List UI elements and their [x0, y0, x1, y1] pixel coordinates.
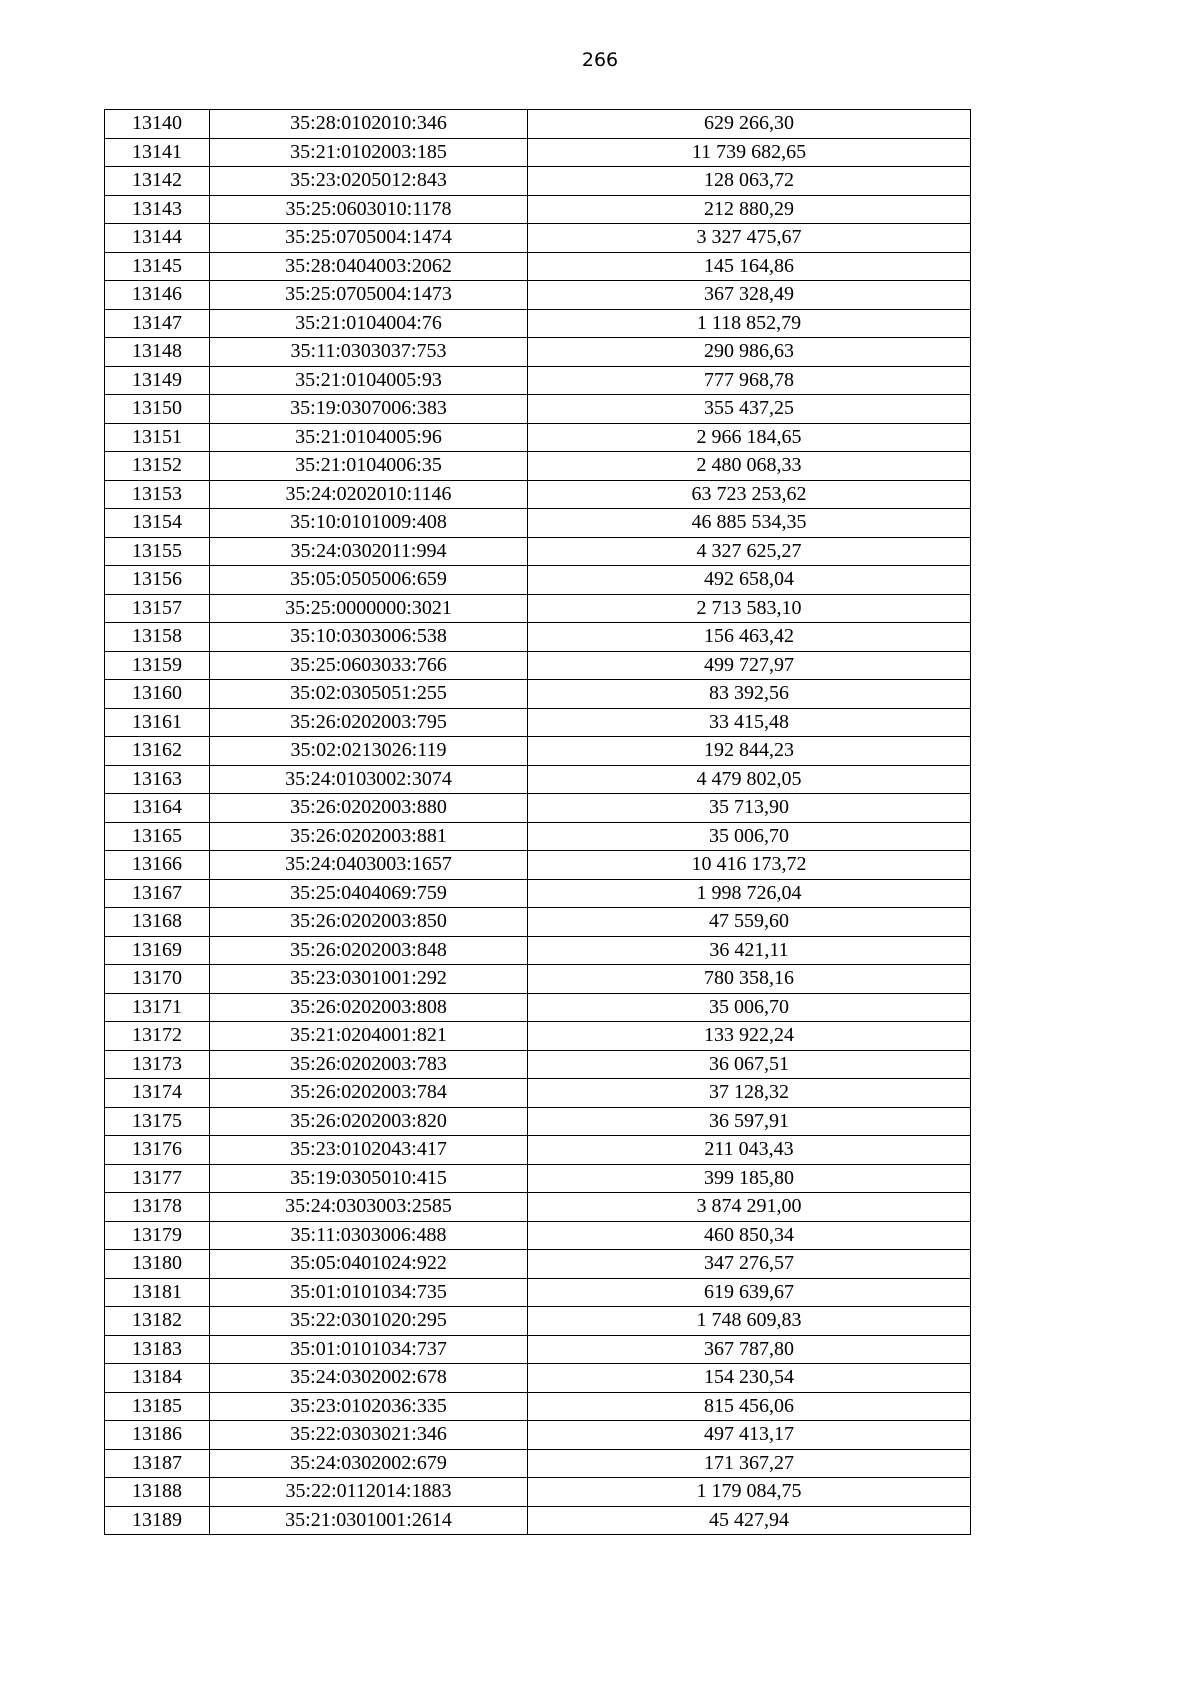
table-row	[105, 851, 971, 880]
value-cell: 45 427,94	[528, 1506, 971, 1535]
row-number-cell: 13169	[105, 936, 210, 965]
registry-table-body	[105, 110, 971, 1535]
row-number-cell: 13141	[105, 138, 210, 167]
table-row	[105, 138, 971, 167]
value-cell: 399 185,80	[528, 1164, 971, 1193]
value-cell: 1 748 609,83	[528, 1307, 971, 1336]
table-row	[105, 765, 971, 794]
row-number-cell: 13150	[105, 395, 210, 424]
value-cell: 156 463,42	[528, 623, 971, 652]
value-cell: 492 658,04	[528, 566, 971, 595]
table-row	[105, 1335, 971, 1364]
value-cell: 2 480 068,33	[528, 452, 971, 481]
cadastral-number-cell: 35:10:0303006:538	[210, 623, 528, 652]
table-row	[105, 1364, 971, 1393]
cadastral-number-cell: 35:02:0305051:255	[210, 680, 528, 709]
cadastral-number-cell: 35:26:0202003:783	[210, 1050, 528, 1079]
table-row	[105, 623, 971, 652]
row-number-cell: 13151	[105, 423, 210, 452]
row-number-cell: 13163	[105, 765, 210, 794]
table-row	[105, 1478, 971, 1507]
table-row	[105, 195, 971, 224]
table-row	[105, 366, 971, 395]
table-row	[105, 1278, 971, 1307]
value-cell: 63 723 253,62	[528, 480, 971, 509]
row-number-cell: 13175	[105, 1107, 210, 1136]
row-number-cell: 13144	[105, 224, 210, 253]
value-cell: 47 559,60	[528, 908, 971, 937]
row-number-cell: 13157	[105, 594, 210, 623]
table-row	[105, 1307, 971, 1336]
table-row	[105, 480, 971, 509]
value-cell: 3 874 291,00	[528, 1193, 971, 1222]
row-number-cell: 13161	[105, 708, 210, 737]
cadastral-number-cell: 35:21:0102003:185	[210, 138, 528, 167]
value-cell: 145 164,86	[528, 252, 971, 281]
value-cell: 35 713,90	[528, 794, 971, 823]
cadastral-number-cell: 35:25:0705004:1473	[210, 281, 528, 310]
table-row	[105, 594, 971, 623]
row-number-cell: 13172	[105, 1022, 210, 1051]
table-row	[105, 281, 971, 310]
cadastral-number-cell: 35:26:0202003:881	[210, 822, 528, 851]
cadastral-number-cell: 35:02:0213026:119	[210, 737, 528, 766]
row-number-cell: 13182	[105, 1307, 210, 1336]
table-row	[105, 1193, 971, 1222]
cadastral-number-cell: 35:01:0101034:735	[210, 1278, 528, 1307]
row-number-cell: 13189	[105, 1506, 210, 1535]
row-number-cell: 13166	[105, 851, 210, 880]
value-cell: 290 986,63	[528, 338, 971, 367]
registry-table	[104, 109, 971, 1535]
value-cell: 2 713 583,10	[528, 594, 971, 623]
value-cell: 10 416 173,72	[528, 851, 971, 880]
cadastral-number-cell: 35:28:0404003:2062	[210, 252, 528, 281]
cadastral-number-cell: 35:10:0101009:408	[210, 509, 528, 538]
table-row	[105, 452, 971, 481]
row-number-cell: 13171	[105, 993, 210, 1022]
row-number-cell: 13186	[105, 1421, 210, 1450]
table-row	[105, 879, 971, 908]
value-cell: 499 727,97	[528, 651, 971, 680]
cadastral-number-cell: 35:26:0202003:795	[210, 708, 528, 737]
cadastral-number-cell: 35:25:0404069:759	[210, 879, 528, 908]
cadastral-number-cell: 35:24:0302002:679	[210, 1449, 528, 1478]
table-row	[105, 1449, 971, 1478]
cadastral-number-cell: 35:26:0202003:848	[210, 936, 528, 965]
value-cell: 154 230,54	[528, 1364, 971, 1393]
table-row	[105, 680, 971, 709]
table-row	[105, 110, 971, 139]
table-row	[105, 936, 971, 965]
table-row	[105, 224, 971, 253]
table-row	[105, 252, 971, 281]
cadastral-number-cell: 35:25:0603033:766	[210, 651, 528, 680]
row-number-cell: 13146	[105, 281, 210, 310]
cadastral-number-cell: 35:21:0104004:76	[210, 309, 528, 338]
row-number-cell: 13180	[105, 1250, 210, 1279]
cadastral-number-cell: 35:21:0104005:93	[210, 366, 528, 395]
table-row	[105, 737, 971, 766]
row-number-cell: 13148	[105, 338, 210, 367]
row-number-cell: 13174	[105, 1079, 210, 1108]
value-cell: 3 327 475,67	[528, 224, 971, 253]
value-cell: 780 358,16	[528, 965, 971, 994]
value-cell: 815 456,06	[528, 1392, 971, 1421]
row-number-cell: 13168	[105, 908, 210, 937]
row-number-cell: 13156	[105, 566, 210, 595]
row-number-cell: 13170	[105, 965, 210, 994]
cadastral-number-cell: 35:25:0000000:3021	[210, 594, 528, 623]
cadastral-number-cell: 35:24:0303003:2585	[210, 1193, 528, 1222]
row-number-cell: 13145	[105, 252, 210, 281]
value-cell: 35 006,70	[528, 993, 971, 1022]
value-cell: 37 128,32	[528, 1079, 971, 1108]
cadastral-number-cell: 35:24:0403003:1657	[210, 851, 528, 880]
value-cell: 367 328,49	[528, 281, 971, 310]
row-number-cell: 13187	[105, 1449, 210, 1478]
table-row	[105, 1079, 971, 1108]
row-number-cell: 13143	[105, 195, 210, 224]
value-cell: 128 063,72	[528, 167, 971, 196]
page-number: 266	[581, 49, 619, 71]
cadastral-number-cell: 35:24:0302002:678	[210, 1364, 528, 1393]
value-cell: 1 118 852,79	[528, 309, 971, 338]
value-cell: 35 006,70	[528, 822, 971, 851]
value-cell: 36 597,91	[528, 1107, 971, 1136]
row-number-cell: 13160	[105, 680, 210, 709]
table-row	[105, 1421, 971, 1450]
cadastral-number-cell: 35:22:0303021:346	[210, 1421, 528, 1450]
table-row	[105, 309, 971, 338]
cadastral-number-cell: 35:26:0202003:880	[210, 794, 528, 823]
cadastral-number-cell: 35:23:0102036:335	[210, 1392, 528, 1421]
row-number-cell: 13179	[105, 1221, 210, 1250]
cadastral-number-cell: 35:25:0603010:1178	[210, 195, 528, 224]
cadastral-number-cell: 35:01:0101034:737	[210, 1335, 528, 1364]
table-row	[105, 395, 971, 424]
row-number-cell: 13188	[105, 1478, 210, 1507]
value-cell: 355 437,25	[528, 395, 971, 424]
row-number-cell: 13147	[105, 309, 210, 338]
cadastral-number-cell: 35:23:0301001:292	[210, 965, 528, 994]
row-number-cell: 13185	[105, 1392, 210, 1421]
table-row	[105, 822, 971, 851]
value-cell: 1 998 726,04	[528, 879, 971, 908]
value-cell: 36 067,51	[528, 1050, 971, 1079]
row-number-cell: 13140	[105, 110, 210, 139]
row-number-cell: 13178	[105, 1193, 210, 1222]
value-cell: 46 885 534,35	[528, 509, 971, 538]
value-cell: 11 739 682,65	[528, 138, 971, 167]
row-number-cell: 13154	[105, 509, 210, 538]
cadastral-number-cell: 35:26:0202003:784	[210, 1079, 528, 1108]
table-row	[105, 423, 971, 452]
table-row	[105, 509, 971, 538]
table-row	[105, 167, 971, 196]
table-row	[105, 794, 971, 823]
table-row	[105, 1392, 971, 1421]
cadastral-number-cell: 35:22:0112014:1883	[210, 1478, 528, 1507]
cadastral-number-cell: 35:25:0705004:1474	[210, 224, 528, 253]
table-row	[105, 993, 971, 1022]
value-cell: 33 415,48	[528, 708, 971, 737]
cadastral-number-cell: 35:21:0104006:35	[210, 452, 528, 481]
table-row	[105, 537, 971, 566]
row-number-cell: 13153	[105, 480, 210, 509]
value-cell: 1 179 084,75	[528, 1478, 971, 1507]
value-cell: 133 922,24	[528, 1022, 971, 1051]
table-row	[105, 708, 971, 737]
cadastral-number-cell: 35:11:0303006:488	[210, 1221, 528, 1250]
cadastral-number-cell: 35:21:0204001:821	[210, 1022, 528, 1051]
table-row	[105, 1250, 971, 1279]
row-number-cell: 13158	[105, 623, 210, 652]
cadastral-number-cell: 35:21:0104005:96	[210, 423, 528, 452]
value-cell: 4 327 625,27	[528, 537, 971, 566]
value-cell: 192 844,23	[528, 737, 971, 766]
table-row	[105, 651, 971, 680]
row-number-cell: 13176	[105, 1136, 210, 1165]
cadastral-number-cell: 35:24:0302011:994	[210, 537, 528, 566]
row-number-cell: 13159	[105, 651, 210, 680]
cadastral-number-cell: 35:23:0102043:417	[210, 1136, 528, 1165]
value-cell: 460 850,34	[528, 1221, 971, 1250]
cadastral-number-cell: 35:24:0202010:1146	[210, 480, 528, 509]
row-number-cell: 13155	[105, 537, 210, 566]
cadastral-number-cell: 35:26:0202003:820	[210, 1107, 528, 1136]
table-row	[105, 965, 971, 994]
table-row	[105, 908, 971, 937]
value-cell: 347 276,57	[528, 1250, 971, 1279]
row-number-cell: 13181	[105, 1278, 210, 1307]
value-cell: 83 392,56	[528, 680, 971, 709]
value-cell: 367 787,80	[528, 1335, 971, 1364]
cadastral-number-cell: 35:22:0301020:295	[210, 1307, 528, 1336]
value-cell: 212 880,29	[528, 195, 971, 224]
table-row	[105, 1107, 971, 1136]
cadastral-number-cell: 35:26:0202003:808	[210, 993, 528, 1022]
row-number-cell: 13177	[105, 1164, 210, 1193]
row-number-cell: 13162	[105, 737, 210, 766]
row-number-cell: 13183	[105, 1335, 210, 1364]
cadastral-number-cell: 35:19:0307006:383	[210, 395, 528, 424]
table-row	[105, 1164, 971, 1193]
value-cell: 629 266,30	[528, 110, 971, 139]
value-cell: 4 479 802,05	[528, 765, 971, 794]
cadastral-number-cell: 35:28:0102010:346	[210, 110, 528, 139]
value-cell: 777 968,78	[528, 366, 971, 395]
row-number-cell: 13164	[105, 794, 210, 823]
cadastral-number-cell: 35:23:0205012:843	[210, 167, 528, 196]
cadastral-number-cell: 35:21:0301001:2614	[210, 1506, 528, 1535]
row-number-cell: 13184	[105, 1364, 210, 1393]
cadastral-number-cell: 35:11:0303037:753	[210, 338, 528, 367]
value-cell: 36 421,11	[528, 936, 971, 965]
value-cell: 619 639,67	[528, 1278, 971, 1307]
table-row	[105, 1022, 971, 1051]
value-cell: 497 413,17	[528, 1421, 971, 1450]
table-row	[105, 1136, 971, 1165]
row-number-cell: 13165	[105, 822, 210, 851]
table-row	[105, 1506, 971, 1535]
row-number-cell: 13173	[105, 1050, 210, 1079]
table-row	[105, 1221, 971, 1250]
table-row	[105, 1050, 971, 1079]
cadastral-number-cell: 35:05:0505006:659	[210, 566, 528, 595]
row-number-cell: 13167	[105, 879, 210, 908]
table-row	[105, 566, 971, 595]
cadastral-number-cell: 35:26:0202003:850	[210, 908, 528, 937]
row-number-cell: 13149	[105, 366, 210, 395]
table-row	[105, 338, 971, 367]
value-cell: 2 966 184,65	[528, 423, 971, 452]
value-cell: 171 367,27	[528, 1449, 971, 1478]
cadastral-number-cell: 35:19:0305010:415	[210, 1164, 528, 1193]
cadastral-number-cell: 35:05:0401024:922	[210, 1250, 528, 1279]
row-number-cell: 13152	[105, 452, 210, 481]
row-number-cell: 13142	[105, 167, 210, 196]
value-cell: 211 043,43	[528, 1136, 971, 1165]
cadastral-number-cell: 35:24:0103002:3074	[210, 765, 528, 794]
